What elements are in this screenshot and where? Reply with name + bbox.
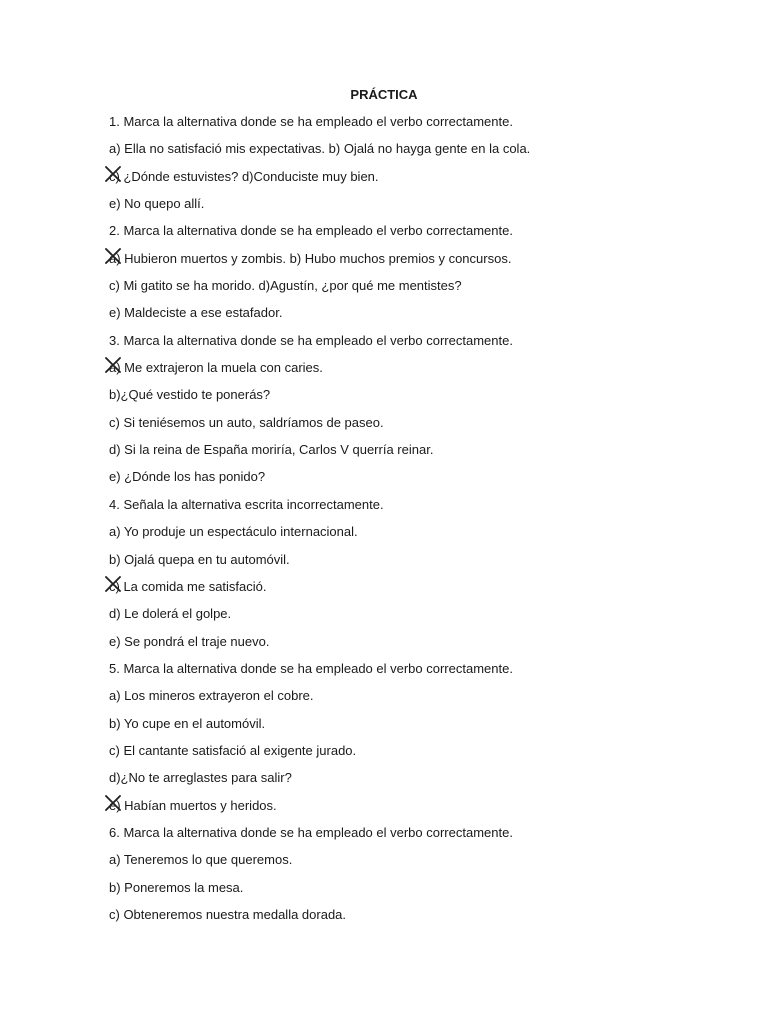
exercise-line (109, 578, 729, 605)
line-text: e) Maldeciste a ese estafador. (109, 305, 283, 321)
exercise-line (109, 468, 729, 495)
exercise-line (109, 414, 729, 441)
line-text: c) El cantante satisfació al exigente jurado. (109, 742, 357, 758)
line-text: e) ¿Dónde los has ponido? (109, 469, 266, 485)
line-text: c) Si teniésemos un auto, saldríamos de paseo. (109, 414, 384, 430)
line-text: b) Ojalá quepa en tu automóvil. (109, 551, 290, 567)
line-text: a) Teneremos lo que queremos. (109, 852, 293, 868)
line-text: d)¿No te arreglastes para salir? (109, 770, 292, 786)
exercise-line (109, 359, 729, 386)
exercise-line (109, 660, 729, 687)
line-text: a) Me extrajeron la muela con caries. (109, 360, 323, 376)
line-text: 5. Marca la alternativa donde se ha empleado el verbo correctamente. (109, 660, 513, 676)
exercise-line (109, 769, 729, 796)
exercise-line (109, 906, 729, 933)
exercise-line (109, 332, 729, 359)
line-text: a) Los mineros extrayeron el cobre. (109, 688, 314, 704)
exercise-line (109, 222, 729, 249)
line-text: 6. Marca la alternativa donde se ha empleado el verbo correctamente. (109, 824, 513, 840)
exercise-lines (109, 113, 729, 933)
exercise-line (109, 687, 729, 714)
line-text: 4. Señala la alternativa escrita incorrectamente. (109, 496, 384, 512)
line-text: d) Le dolerá el golpe. (109, 606, 232, 622)
exercise-line (109, 824, 729, 851)
exercise-line (109, 523, 729, 550)
exercise-line (109, 742, 729, 769)
exercise-line (109, 633, 729, 660)
exercise-line (109, 441, 729, 468)
line-text: c) ¿Dónde estuvistes? d)Conduciste muy bien. (109, 168, 379, 184)
exercise-line (109, 250, 729, 277)
line-text: c) Obteneremos nuestra medalla dorada. (109, 906, 347, 922)
exercise-line (109, 851, 729, 878)
exercise-line (109, 551, 729, 578)
exercise-line (109, 496, 729, 523)
line-text: d) Si la reina de España moriría, Carlos V querría reinar. (109, 442, 434, 458)
line-text: e) Habían muertos y heridos. (109, 797, 277, 813)
line-text: a) Hubieron muertos y zombis. b) Hubo muchos premios y concursos. (109, 250, 512, 266)
line-text: 3. Marca la alternativa donde se ha empleado el verbo correctamente. (109, 332, 513, 348)
exercise-line (109, 195, 729, 222)
exercise-line (109, 605, 729, 632)
line-text: 2. Marca la alternativa donde se ha empleado el verbo correctamente. (109, 223, 513, 239)
line-text: e) Se pondrá el traje nuevo. (109, 633, 270, 649)
exercise-line (109, 304, 729, 331)
line-text: 1. Marca la alternativa donde se ha empleado el verbo correctamente. (109, 114, 513, 129)
exercise-line (109, 879, 729, 906)
line-text: a) Ella no satisfació mis expectativas. b) Ojalá no hayga gente en la cola. (109, 141, 531, 157)
exercise-line (109, 140, 729, 167)
line-text: b) Poneremos la mesa. (109, 879, 244, 895)
page-title: PRÁCTICA (350, 87, 418, 102)
line-text: b) Yo cupe en el automóvil. (109, 715, 266, 731)
exercise-line (109, 277, 729, 304)
line-text: a) Yo produje un espectáculo internacional. (109, 524, 358, 540)
line-text: e) No quepo allí. (109, 196, 205, 212)
exercise-line (109, 386, 729, 413)
exercise-line (109, 797, 729, 824)
exercise-line (109, 715, 729, 742)
line-text: c) La comida me satisfació. (109, 578, 267, 594)
line-text: c) Mi gatito se ha morido. d)Agustín, ¿por qué me mentistes? (109, 278, 462, 294)
exercise-line (109, 113, 729, 140)
exercise-line (109, 168, 729, 195)
line-text: b)¿Qué vestido te ponerás? (109, 387, 271, 403)
